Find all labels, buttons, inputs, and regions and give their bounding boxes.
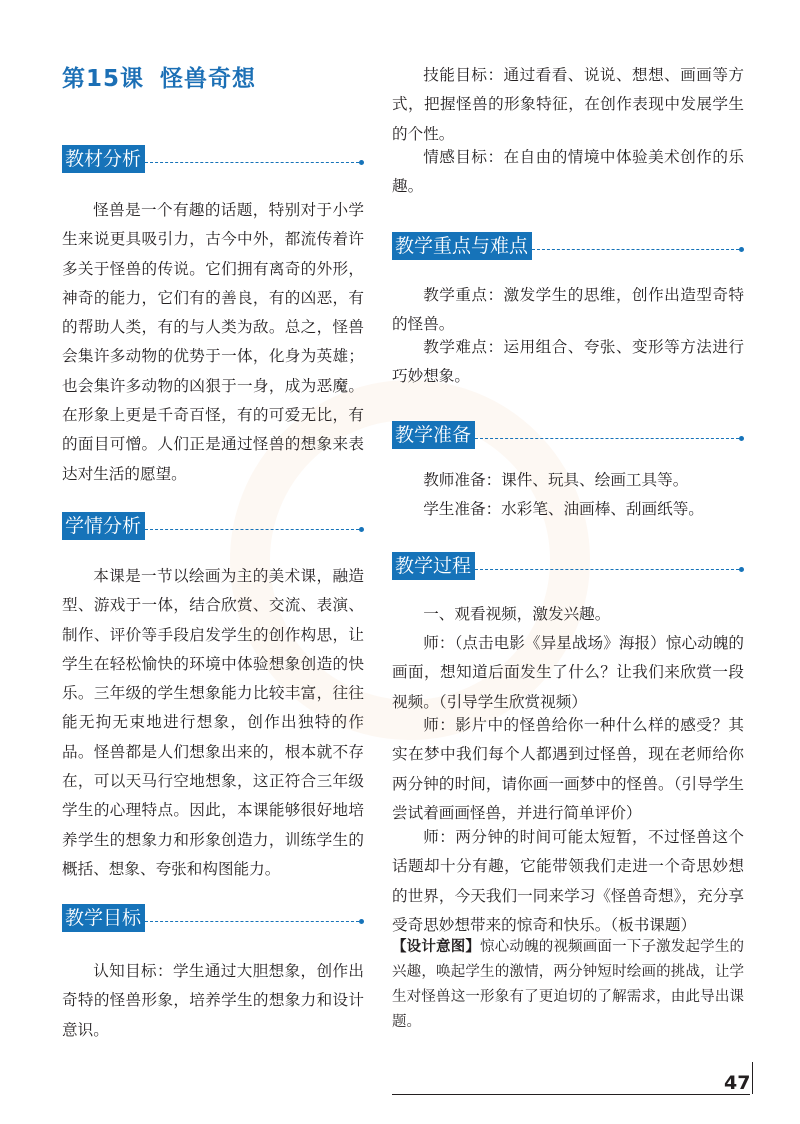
- lesson-name: 怪兽奇想: [160, 66, 257, 92]
- section-divider-dot: [739, 436, 744, 441]
- keypoint-focus: 教学重点：激发学生的思维，创作出造型奇特的怪兽。: [392, 286, 744, 334]
- section-heading-learners: [62, 512, 364, 540]
- section-label: 教学准备: [392, 421, 475, 449]
- section-label: 教材分析: [62, 145, 145, 173]
- section-divider: [475, 569, 739, 570]
- goal-emotion: 情感目标：在自由的情境中体验美术创作的乐趣。: [392, 148, 744, 196]
- section-heading-goals: [62, 904, 364, 932]
- design-intent-tag: 【设计意图】: [392, 939, 481, 955]
- page-footer-rule: [392, 1094, 750, 1095]
- section-heading-process: [392, 552, 744, 580]
- section-divider-dot: [739, 247, 744, 252]
- page-number: 47: [724, 1072, 751, 1094]
- process-paragraph-1: 师：（点击电影《异星战场》海报）惊心动魄的画面，想知道后面发生了什么？让我们来欣赏一段视频。（引导学生欣赏视频）: [392, 634, 744, 711]
- design-intent: [392, 935, 744, 1035]
- learners-paragraph: 本课是一节以绘画为主的美术课，融造型、游戏于一体，结合欣赏、交流、表演、制作、评价等手段启发学生的创作构思，让学生在轻松愉快的环境中体验想象创造的快乐。三年级的学生想象能力比较丰富，往往能无拘无束地进行想象，创作出独特的作品。怪兽都是人们想象出来的，根本就不存在，可以天马行空地想象，这正符合三年级学生的心理特点。因此，本课能够很好地培养学生的想象力和形象创造力，训练学生的概括、想象、夸张和构图能力。: [62, 567, 364, 878]
- process-paragraph-2: 师：影片中的怪兽给你一种什么样的感受？其实在梦中我们每个人都遇到过怪兽，现在老师给你两分钟的时间，请你画一画梦中的怪兽。（引导学生尝试着画画怪兽，并进行简单评价）: [392, 716, 744, 822]
- page-footer-corner: [752, 1062, 753, 1094]
- section-divider: [145, 529, 359, 530]
- keypoint-difficulty: 教学难点：运用组合、夸张、变形等方法进行巧妙想象。: [392, 338, 744, 386]
- section-divider-dot: [739, 567, 744, 572]
- goal-skill: 技能目标：通过看看、说说、想想、画画等方式，把握怪兽的形象特征，在创作表现中发展学生的个性。: [392, 66, 744, 143]
- section-heading-keypoints: [392, 232, 744, 260]
- section-heading-materials: [62, 145, 364, 173]
- section-divider: [145, 162, 359, 163]
- section-divider-dot: [359, 527, 364, 532]
- section-divider: [145, 921, 359, 922]
- lesson-title: [62, 60, 256, 93]
- section-divider: [532, 249, 739, 250]
- section-label: 教学重点与难点: [392, 232, 532, 260]
- prep-student: 学生准备：水彩笔、油画棒、刮画纸等。: [423, 500, 704, 518]
- section-heading-preparation: [392, 421, 744, 449]
- section-label: 学情分析: [62, 512, 145, 540]
- goal-cognitive: 认知目标：学生通过大胆想象，创作出奇特的怪兽形象，培养学生的想象力和设计意识。: [62, 962, 364, 1039]
- section-divider-dot: [359, 160, 364, 165]
- prep-teacher: 教师准备：课件、玩具、绘画工具等。: [423, 471, 689, 489]
- section-label: 教学过程: [392, 552, 475, 580]
- process-paragraph-3: 师：两分钟的时间可能太短暂，不过怪兽这个话题却十分有趣，它能带领我们走进一个奇思妙想的世界，今天我们一同来学习《怪兽奇想》，充分享受奇思妙想带来的惊奇和快乐。（板书课题）: [392, 828, 744, 934]
- process-step-1: 一、观看视频，激发兴趣。: [423, 605, 611, 623]
- section-label: 教学目标: [62, 904, 145, 932]
- materials-paragraph: 怪兽是一个有趣的话题，特别对于小学生来说更具吸引力，古今中外，都流传着许多关于怪兽的传说。它们拥有离奇的外形，神奇的能力，它们有的善良，有的凶恶，有的帮助人类，有的与人类为敌。总之，怪兽会集许多动物的优势于一体，化身为英雄；也会集许多动物的凶狠于一身，成为恶魔。在形象上更是千奇百怪，有的可爱无比，有的面目可憎。人们正是通过怪兽的想象来表达对生活的愿望。: [62, 201, 364, 483]
- section-divider: [475, 438, 739, 439]
- design-intent-text: 惊心动魄的视频画面一下子激发起学生的兴趣，唤起学生的激情，两分钟短时绘画的挑战，让学生对怪兽这一形象有了更迫切的了解需求，由此导出课题。: [392, 939, 745, 1030]
- lesson-number: 第15课: [62, 66, 145, 92]
- section-divider-dot: [359, 919, 364, 924]
